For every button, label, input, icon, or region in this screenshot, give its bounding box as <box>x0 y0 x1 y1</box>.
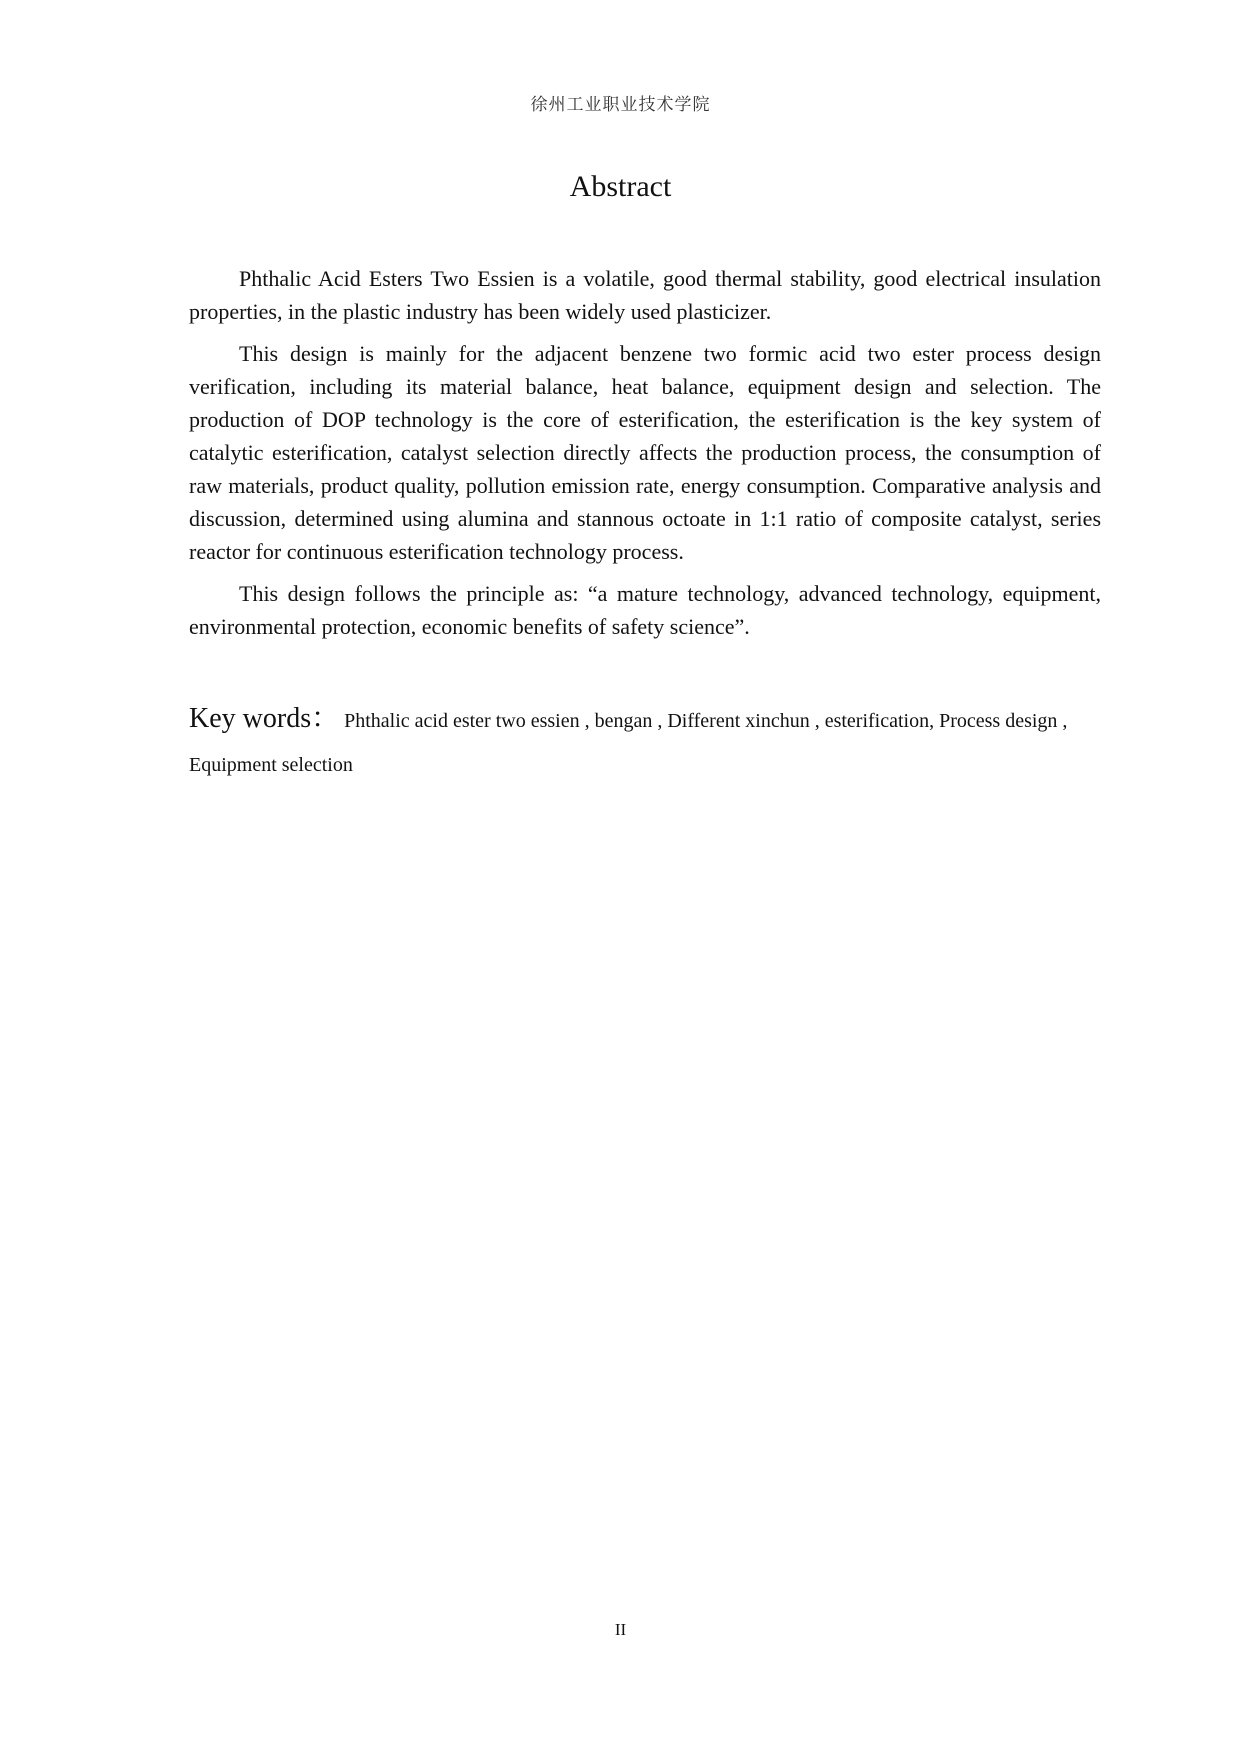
page-number: II <box>614 1620 627 1639</box>
abstract-paragraph: This design is mainly for the adjacent benzene two formic acid two ester process design verification, including its material balance, heat balance, equipment design and selection. The production of DOP technology is the core of esterification, the esterification is the key system of catalytic esterification, catalyst selection directly affects the production process, the consumption of raw materials, product quality, pollution emission rate, energy consumption. Comparative analysis and discussion, determined using alumina and stannous octoate in 1:1 ratio of composite catalyst, series reactor for continuous esterification technology process. <box>189 341 1101 564</box>
keywords-label: Key words： <box>189 703 340 734</box>
abstract-body <box>189 262 1101 652</box>
abstract-paragraph: Phthalic Acid Esters Two Essien is a volatile, good thermal stability, good electrical insulation properties, in the plastic industry has been widely used plasticizer. <box>189 266 1101 324</box>
page-title: Abstract <box>569 170 672 203</box>
keywords-text: Phthalic acid ester two essien , bengan , Different xinchun , esterification, Process design , Equipment selection <box>189 710 1068 776</box>
abstract-paragraph: This design follows the principle as: “a mature technology, advanced technology, equipment, environmental protection, economic benefits of safety science”. <box>189 581 1101 639</box>
running-header: 徐州工业职业技术学院 <box>530 95 711 115</box>
keywords-block <box>189 697 1109 787</box>
